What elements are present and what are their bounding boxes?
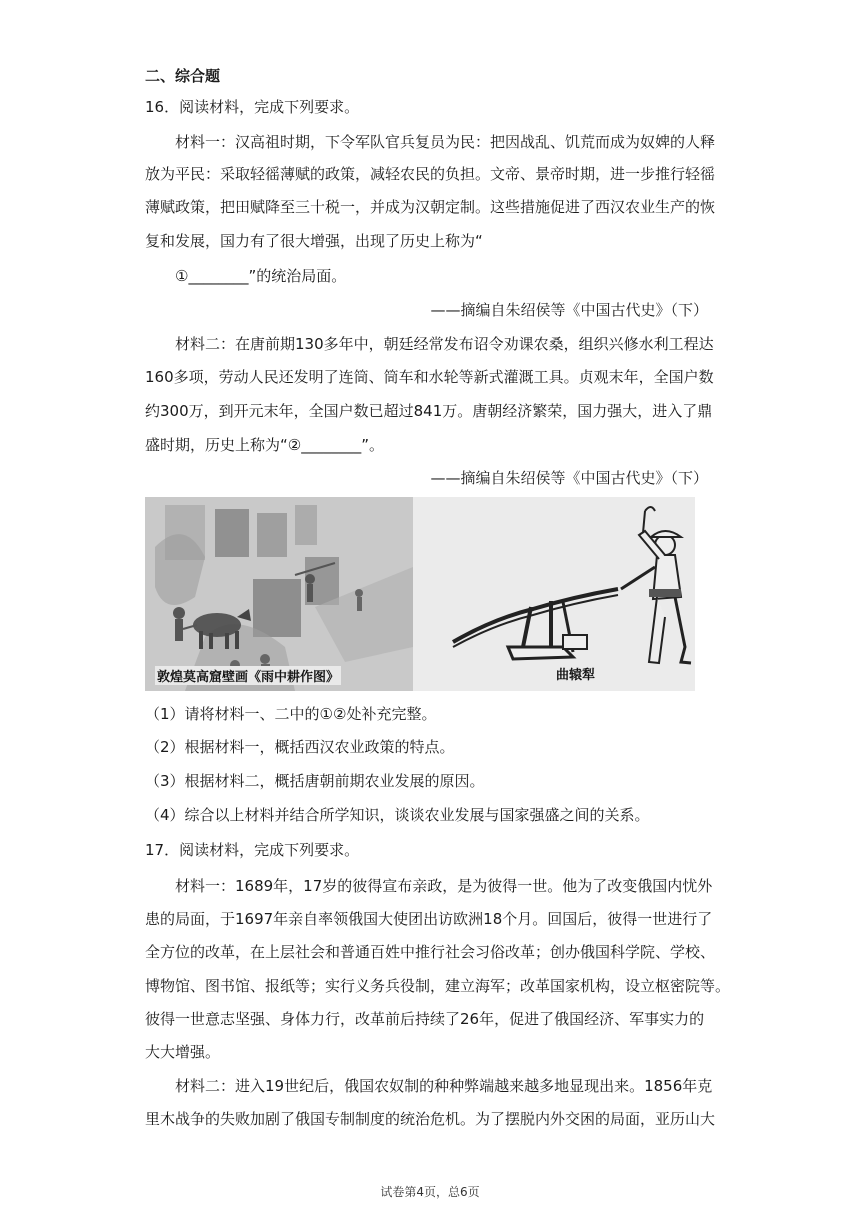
material-1-line-3: 薄赋政策，把田赋降至三十税一，并成为汉朝定制。这些措施促进了西汉农业生产的恢 (145, 198, 716, 216)
q17-material-1-line-3: 全方位的改革，在上层社会和普通百姓中推行社会习俗改革；创办俄国科学院、学校、 (145, 943, 716, 961)
material-1-line-2: 放为平民：采取轻徭薄赋的政策，减轻农民的负担。文帝、景帝时期，进一步推行轻徭 (145, 165, 716, 183)
section-title: 二、综合题 (145, 67, 221, 85)
mural-illustration (145, 497, 413, 691)
material-2-line-2: 160多项，劳动人民还发明了连筒、筒车和水轮等新式灌溉工具。贞观末年，全国户数 (145, 368, 714, 386)
q17-material-2-line-1: 材料二：进入19世纪后，俄国农奴制的种种弊端越来越多地显现出来。1856年克 (175, 1077, 713, 1095)
material-2-line-3: 约300万，到开元末年，全国户数已超过841万。唐朝经济繁荣，国力强大，进入了鼎 (145, 402, 713, 420)
plough-caption: 曲辕犁 (556, 668, 596, 683)
material-2-line-4: 盛时期，历史上称为“②________”。 (145, 436, 384, 454)
curved-plough-illustration (413, 497, 695, 691)
mural-image (145, 497, 413, 691)
material-1-line-4: 复和发展，国力有了很大增强，出现了历史上称为“ (145, 232, 483, 250)
q17-material-1-line-2: 患的局面，于1697年亲自率领俄国大使团出访欧洲18个月。回国后，彼得一世进行了 (145, 910, 713, 928)
q17-material-1-line-4: 博物馆、图书馆、报纸等；实行义务兵役制，建立海军；改革国家机构，设立枢密院等。 (145, 977, 731, 995)
q16-subquestion-1: （1）请将材料一、二中的①②处补充完整。 (145, 705, 437, 723)
q17-material-1-line-1: 材料一：1689年，17岁的彼得宣布亲政，是为彼得一世。他为了改变俄国内忧外 (175, 877, 713, 895)
mural-caption: 敦煌莫高窟壁画《雨中耕作图》 (155, 666, 341, 685)
question-17-stem: 17．阅读材料，完成下列要求。 (145, 841, 360, 859)
page-footer: 试卷第4页，总6页 (380, 1185, 480, 1199)
figure-panel (145, 497, 695, 691)
question-16-stem: 16．阅读材料，完成下列要求。 (145, 98, 360, 116)
material-1-line-1: 材料一：汉高祖时期，下令军队官兵复员为民：把因战乱、饥荒而成为奴婢的人释 (175, 133, 716, 151)
material-2-source: ——摘编自朱绍侯等《中国古代史》（下） (430, 469, 708, 487)
material-1-source: ——摘编自朱绍侯等《中国古代史》（下） (430, 301, 708, 319)
q17-material-2-line-2: 里木战争的失败加剧了俄国专制制度的统治危机。为了摆脱内外交困的局面，亚历山大 (145, 1110, 716, 1128)
q16-subquestion-2: （2）根据材料一，概括西汉农业政策的特点。 (145, 738, 455, 756)
material-2-line-1: 材料二：在唐前期130多年中，朝廷经常发布诏令劝课农桑，组织兴修水利工程达 (175, 335, 714, 353)
plough-image (413, 497, 695, 691)
material-1-line-5: ①________”的统治局面。 (175, 267, 347, 285)
q16-subquestion-4: （4）综合以上材料并结合所学知识，谈谈农业发展与国家强盛之间的关系。 (145, 806, 650, 824)
q16-subquestion-3: （3）根据材料二，概括唐朝前期农业发展的原因。 (145, 772, 485, 790)
q17-material-1-line-5: 彼得一世意志坚强、身体力行，改革前后持续了26年，促进了俄国经济、军事实力的 (145, 1010, 705, 1028)
q17-material-1-line-6: 大大增强。 (145, 1043, 221, 1061)
